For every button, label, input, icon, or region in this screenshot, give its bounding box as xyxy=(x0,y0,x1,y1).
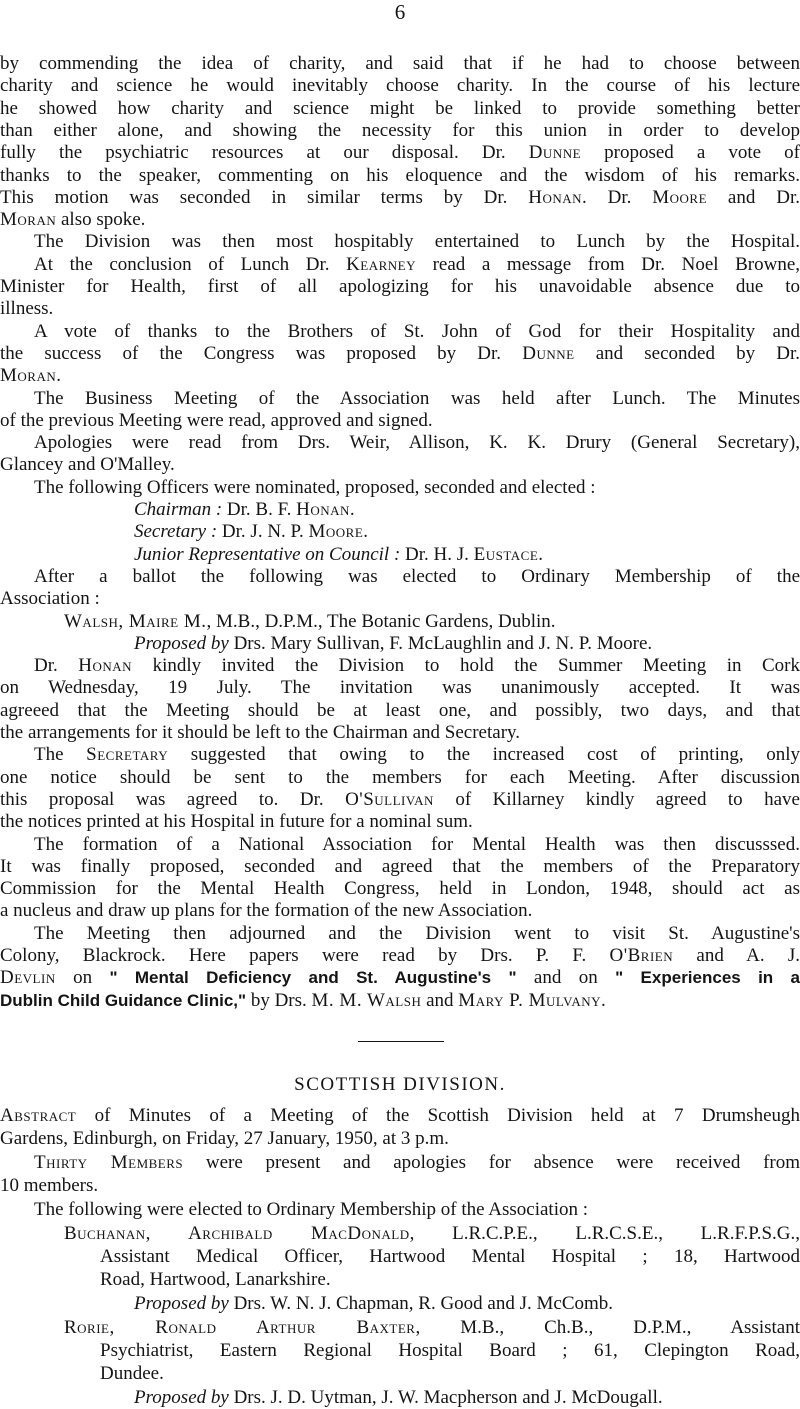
text-run: Association : xyxy=(0,588,100,610)
text-run: Proposed by xyxy=(134,1293,229,1314)
text-run: A vote of thanks to the Brothers of St. John of God for their Hospitality and xyxy=(34,320,800,342)
text-run: Moore xyxy=(308,521,364,543)
text-line xyxy=(0,208,800,231)
text-run: Abstract xyxy=(0,1105,77,1126)
text-line xyxy=(0,164,800,187)
text-run: kindly invited the Division to hold the Summer Meeting in Cork xyxy=(132,655,800,677)
text-line xyxy=(0,431,800,454)
text-run: fully the psychiatric resources at our disposal. Dr. xyxy=(0,142,529,164)
text-run: Drs. Mary Sullivan, F. McLaughlin and J. N. P. Moore. xyxy=(228,632,653,654)
text-line xyxy=(0,1339,800,1362)
text-run: . xyxy=(601,989,606,1011)
text-run: on Wednesday, 19 July. The invitation was unanimously accepted. It was xyxy=(0,677,800,699)
text-run: Dr. J. N. P. xyxy=(217,521,309,543)
text-line xyxy=(0,1222,800,1245)
text-run: " Mental Deficiency and St. Augustine's " xyxy=(109,968,517,988)
text-line xyxy=(0,1245,800,1268)
page-number: 6 xyxy=(394,0,406,24)
text-line xyxy=(0,922,800,945)
text-run: Dublin Child Guidance Clinic," xyxy=(0,990,247,1010)
text-line xyxy=(0,833,800,856)
text-line xyxy=(0,342,800,365)
text-run: Dunne xyxy=(522,342,575,364)
text-line xyxy=(0,699,800,722)
text-line xyxy=(0,788,800,811)
text-line xyxy=(0,565,800,588)
text-line xyxy=(0,989,800,1012)
text-run: Commission for the Mental Health Congress, held in London, 1948, should act as xyxy=(0,878,800,900)
text-run: Road, Hartwood, Lanarkshire. xyxy=(100,1269,331,1290)
text-run: At the conclusion of Lunch Dr. xyxy=(34,253,347,275)
text-run: , M.B., D.P.M., The Botanic Gardens, Dublin. xyxy=(206,610,556,632)
text-run: agreeed that the Meeting should be at least one, and possibly, two days, and that xyxy=(0,699,800,721)
text-run: Gardens, Edinburgh, on Friday, 27 January, 1950, at 3 p.m. xyxy=(0,1128,449,1149)
text-line xyxy=(0,520,800,543)
text-run: than either alone, and showing the necessity for this union in order to develop xyxy=(0,119,800,141)
text-line xyxy=(0,1151,800,1174)
text-line xyxy=(0,855,800,878)
text-run: Buchanan, Archibald MacDonald xyxy=(64,1223,410,1244)
text-run: he showed how charity and science might be linked to provide something better xyxy=(0,97,800,119)
text-line xyxy=(0,476,800,499)
text-line xyxy=(0,1362,800,1385)
text-run: Moran xyxy=(0,209,57,231)
text-run: Colony, Blackrock. Here papers were read by Drs. P. F. xyxy=(0,945,610,966)
text-run: and A. J. xyxy=(673,945,800,966)
text-run: The Meeting then adjourned and the Division went to visit St. Augustine's xyxy=(34,922,800,944)
text-line xyxy=(0,52,800,75)
text-line xyxy=(0,966,800,989)
text-run: Drs. J. D. Uytman, J. W. Macpherson and J. McDougall. xyxy=(228,1387,663,1408)
text-run: Secretary xyxy=(86,744,169,766)
text-line xyxy=(0,297,800,320)
text-line xyxy=(0,1104,800,1127)
text-run: . xyxy=(56,365,61,387)
text-line xyxy=(0,253,800,276)
text-run: The formation of a National Association for Mental Health was then discusssed. xyxy=(34,833,800,855)
text-run: 10 members. xyxy=(0,1175,99,1196)
text-run: , M.B., Ch.B., D.P.M., Assistant xyxy=(415,1317,800,1338)
text-run: Junior Representative on Council : xyxy=(134,543,401,565)
text-run: proposed a vote of xyxy=(581,142,800,164)
text-line xyxy=(0,810,800,833)
text-run: the arrangements for it should be left to the Chairman and Secretary. xyxy=(0,722,521,743)
text-run: Assistant Medical Officer, Hartwood Mental Hospital ; 18, Hartwood xyxy=(100,1246,800,1267)
text-run: After a ballot the following was elected to Ordinary Membership of the xyxy=(34,565,800,587)
text-run: one notice should be sent to the members for each Meeting. After discussion xyxy=(0,766,800,788)
text-run: Minister for Health, first of all apologizing for his unavoidable absence due to xyxy=(0,276,800,297)
text-run: Chairman : xyxy=(134,499,223,520)
text-run: were present and apologies for absence were received from xyxy=(183,1152,800,1173)
text-line xyxy=(0,543,800,566)
text-line xyxy=(0,1127,800,1150)
text-run: Psychiatrist, Eastern Regional Hospital Board ; 61, Clepington Road, xyxy=(100,1340,800,1361)
text-run: Walsh, Maire M. xyxy=(64,610,207,632)
text-line xyxy=(0,1316,800,1339)
text-run: The following Officers were nominated, proposed, seconded and elected : xyxy=(34,476,596,498)
text-run: of Killarney kindly agreed to have xyxy=(433,788,800,810)
text-run: by commending the idea of charity, and said that if he had to choose between xyxy=(0,53,800,74)
text-line xyxy=(0,320,800,343)
text-line xyxy=(0,1174,800,1197)
text-run: and xyxy=(421,989,459,1011)
text-run: of the previous Meeting were read, approved and signed. xyxy=(0,409,433,431)
text-run: and on xyxy=(516,967,616,989)
text-run: Dr. H. J. xyxy=(400,543,474,565)
text-line xyxy=(0,654,800,677)
text-run: This motion was seconded in similar terms by Dr. xyxy=(0,186,529,208)
text-line xyxy=(0,587,800,610)
text-run: and Dr. xyxy=(707,186,800,208)
text-run: Drs. W. N. J. Chapman, R. Good and J. McComb. xyxy=(228,1293,614,1314)
text-line xyxy=(0,743,800,766)
text-run: . xyxy=(363,521,369,543)
text-run: charity and science he would inevitably choose charity. In the course of his lecture xyxy=(0,75,800,97)
text-line xyxy=(0,119,800,142)
text-line xyxy=(0,1268,800,1291)
text-line xyxy=(0,877,800,900)
text-line xyxy=(0,1292,800,1315)
text-run: Dunne xyxy=(528,142,582,164)
text-run: read a message from Dr. Noel Browne, xyxy=(416,253,800,275)
text-run: O'Brien xyxy=(609,945,674,966)
text-run: this proposal was agreed to. Dr. xyxy=(0,788,346,810)
text-line xyxy=(0,387,800,410)
text-run: a nucleus and draw up plans for the formation of the new Association. xyxy=(0,900,533,922)
text-line xyxy=(0,498,800,521)
text-line xyxy=(0,186,800,209)
text-run: suggested that owing to the increased cost of printing, only xyxy=(168,744,800,766)
text-run: Eustace xyxy=(473,543,539,565)
text-run: Proposed by xyxy=(134,1387,229,1408)
text-line xyxy=(0,230,800,253)
text-run: . Dr. xyxy=(582,186,653,208)
text-line xyxy=(0,275,800,298)
text-run: , L.R.C.P.E., L.R.C.S.E., L.R.F.P.S.G., xyxy=(409,1223,800,1244)
text-run: Dundee. xyxy=(100,1363,164,1384)
text-run: Mary P. Mulvany xyxy=(458,989,602,1011)
text-run: . xyxy=(538,543,544,565)
text-run: and seconded by Dr. xyxy=(574,342,800,364)
text-run: The xyxy=(34,744,87,766)
text-run: Rorie, Ronald Arthur Baxter xyxy=(64,1317,416,1338)
text-line xyxy=(0,74,800,97)
text-run: O'Sullivan xyxy=(345,788,434,810)
section-divider xyxy=(358,1041,444,1042)
text-run: Dr. xyxy=(34,655,79,677)
text-run: Dr. B. F. xyxy=(222,499,297,520)
text-run: Moran xyxy=(0,365,57,387)
text-line xyxy=(0,453,800,476)
text-run: Moore xyxy=(652,186,708,208)
text-run: on xyxy=(55,967,110,989)
text-line xyxy=(0,676,800,699)
text-line xyxy=(0,409,800,432)
text-run: illness. xyxy=(0,298,54,320)
text-run: Glancey and O'Malley. xyxy=(0,454,175,476)
text-run: of Minutes of a Meeting of the Scottish Division held at 7 Drumsheugh xyxy=(76,1105,800,1126)
text-run: the success of the Congress was proposed by Dr. xyxy=(0,342,523,364)
text-run: Kearney xyxy=(346,253,417,275)
text-run: M. M. Walsh xyxy=(311,989,422,1011)
text-line xyxy=(0,1198,800,1221)
text-run: by Drs. xyxy=(246,989,312,1011)
text-run: The Business Meeting of the Association was held after Lunch. The Minutes xyxy=(34,387,800,409)
text-line xyxy=(0,944,800,967)
text-run: Honan xyxy=(528,186,583,208)
text-line xyxy=(0,1386,800,1409)
text-run: thanks to the speaker, commenting on his eloquence and the wisdom of his remarks. xyxy=(0,164,800,186)
text-line xyxy=(0,766,800,789)
text-run: Apologies were read from Drs. Weir, Allison, K. K. Drury (General Secretary), xyxy=(34,432,800,454)
text-run: The Division was then most hospitably entertained to Lunch by the Hospital. xyxy=(34,231,800,253)
text-line xyxy=(0,721,800,744)
text-line xyxy=(0,632,800,655)
text-run: Thirty Members xyxy=(34,1152,184,1173)
text-run: It was finally proposed, seconded and agreed that the members of the Preparatory xyxy=(0,855,800,877)
text-line xyxy=(0,364,800,387)
text-run: " Experiences in a xyxy=(615,968,800,988)
text-line xyxy=(0,610,800,633)
text-run: also spoke. xyxy=(56,209,146,231)
text-run: Secretary : xyxy=(134,521,218,543)
text-run: Honan xyxy=(296,499,350,520)
text-line xyxy=(0,899,800,922)
text-run: Honan xyxy=(78,655,133,677)
text-run: . xyxy=(349,499,355,520)
section-heading: SCOTTISH DIVISION. xyxy=(294,1073,506,1095)
text-run: Devlin xyxy=(0,967,56,989)
text-run: Proposed by xyxy=(134,632,229,654)
text-line xyxy=(0,141,800,164)
text-run: The following were elected to Ordinary Membership of the Association : xyxy=(34,1199,589,1220)
text-line xyxy=(0,97,800,120)
text-run: the notices printed at his Hospital in future for a nominal sum. xyxy=(0,811,473,833)
